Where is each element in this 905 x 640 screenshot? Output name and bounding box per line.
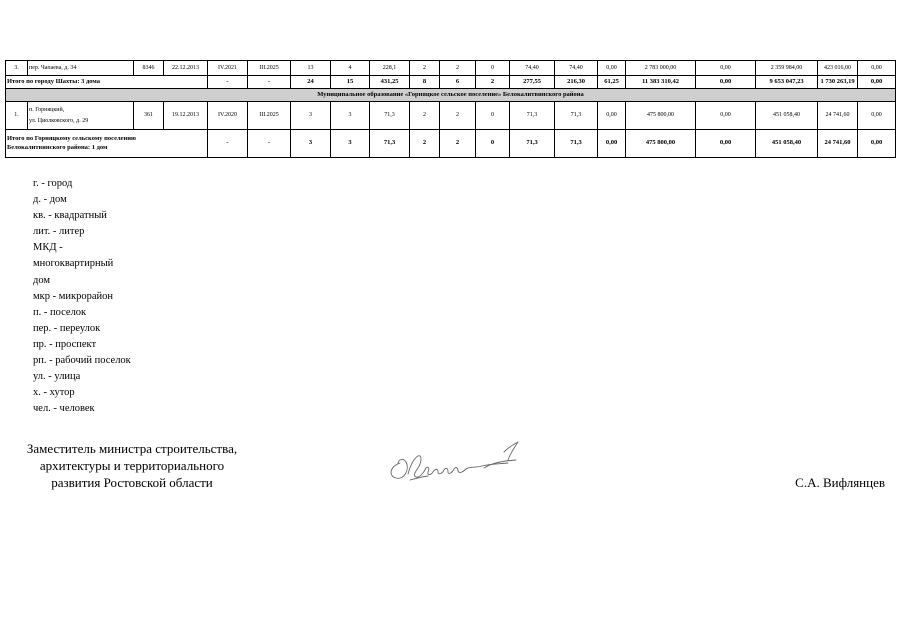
- signer-position-line: архитектуры и территориального: [39, 458, 225, 473]
- row-number: 1.: [6, 102, 28, 130]
- abbreviations-legend: [33, 176, 133, 417]
- signer-position: [12, 440, 252, 491]
- table-cell: 2: [410, 130, 440, 158]
- signer-position-line: развития Ростовской области: [51, 475, 213, 490]
- table-cell: 0: [476, 130, 510, 158]
- table-cell: 24 741,60: [818, 102, 858, 130]
- table-cell: 2: [440, 130, 476, 158]
- table-cell: 0,00: [858, 102, 896, 130]
- table-cell: 2: [440, 61, 476, 76]
- table-cell: III.2025: [248, 102, 291, 130]
- table-cell: 74,40: [510, 61, 555, 76]
- table-cell: 0,00: [696, 102, 756, 130]
- table-cell: 2: [410, 61, 440, 76]
- table-cell: -: [208, 76, 248, 89]
- table-cell: 2: [476, 76, 510, 89]
- table-cell: 0,00: [696, 61, 756, 76]
- signer-position-line: Заместитель министра строительства,: [26, 441, 238, 456]
- row-number: 3.: [6, 61, 28, 76]
- table-cell: IV.2020: [208, 102, 248, 130]
- address-line: ул. Циолковского, д. 29: [29, 117, 89, 124]
- table-cell: III.2025: [248, 61, 291, 76]
- legend-item: х. - хутор: [33, 387, 75, 399]
- legend-item: рп. - рабочий поселок: [33, 355, 131, 367]
- table-cell: 0,00: [858, 76, 896, 89]
- total-label-line: Белокалитвинского района: 1 дом: [7, 143, 108, 151]
- legend-item: г. - город: [33, 178, 73, 189]
- table-cell: 15: [331, 76, 370, 89]
- table-cell: 3: [291, 102, 331, 130]
- table-cell: -: [248, 130, 291, 158]
- total-label: [6, 130, 208, 158]
- legend-item: ул. - улица: [33, 371, 81, 383]
- legend-item: мкр - микрорайон: [33, 290, 114, 302]
- address-cell: [28, 102, 134, 130]
- table-cell: 71,3: [555, 130, 598, 158]
- table-cell: 216,30: [555, 76, 598, 89]
- table-cell: 13: [291, 61, 331, 76]
- table-cell: 71,3: [370, 102, 410, 130]
- total-row: [6, 130, 896, 158]
- legend-item: чел. - человек: [33, 403, 95, 415]
- table-cell: 0,00: [598, 61, 626, 76]
- table-cell: 4: [331, 61, 370, 76]
- table-cell: 277,55: [510, 76, 555, 89]
- table-cell: 8: [410, 76, 440, 89]
- table-cell: 1 730 263,19: [818, 76, 858, 89]
- table-cell: 228,1: [370, 61, 410, 76]
- table-cell: 6: [440, 76, 476, 89]
- table-cell: -: [248, 76, 291, 89]
- table-cell: 24 741,60: [818, 130, 858, 158]
- table-cell: 3: [331, 130, 370, 158]
- date-cell: 19.12.2013: [164, 102, 208, 130]
- table-cell: 2: [440, 102, 476, 130]
- table-cell: 2 359 984,00: [756, 61, 818, 76]
- table-cell: 2 783 000,00: [626, 61, 696, 76]
- table-cell: 0,00: [696, 130, 756, 158]
- table-cell: 0,00: [598, 130, 626, 158]
- legend-item: кв. - квадратный: [33, 210, 107, 222]
- table-cell: 8346: [134, 61, 164, 76]
- table-cell: 0,00: [858, 61, 896, 76]
- table-row: [6, 61, 896, 76]
- signer-name: С.А. Вифлянцев: [795, 475, 885, 490]
- municipality-header: Муниципальное образование «Горняцкое сельское поселение» Белокалитвинского района: [6, 89, 896, 102]
- table-cell: 423 016,00: [818, 61, 858, 76]
- table-cell: 475 800,00: [626, 130, 696, 158]
- total-label-line: Итого по Горняцкому сельскому поселению: [7, 134, 136, 142]
- legend-item: МКД -: [33, 242, 63, 254]
- table-cell: 61,25: [598, 76, 626, 89]
- legend-item: многоквартирный: [33, 258, 114, 270]
- address-line: п. Горняцкий,: [29, 107, 65, 114]
- table-cell: 0,00: [696, 76, 756, 89]
- legend-item: пр. - проспект: [33, 338, 97, 350]
- table-cell: 0: [476, 102, 510, 130]
- table-cell: 71,3: [510, 102, 555, 130]
- section-header-row: [6, 89, 896, 102]
- table-cell: 475 800,00: [626, 102, 696, 130]
- table-cell: 431,25: [370, 76, 410, 89]
- legend-item: д. - дом: [33, 194, 67, 206]
- housing-resettlement-table: [5, 60, 896, 158]
- legend-item: лит. - литер: [33, 226, 85, 238]
- table-cell: 0,00: [858, 130, 896, 158]
- table-cell: 0: [476, 61, 510, 76]
- table-cell: 71,3: [370, 130, 410, 158]
- address-cell: пер. Чапаева, д. 34: [28, 61, 134, 76]
- table-cell: IV.2021: [208, 61, 248, 76]
- table-cell: 9 653 047,23: [756, 76, 818, 89]
- legend-item: дом: [33, 274, 51, 286]
- table-cell: 361: [134, 102, 164, 130]
- table-cell: 24: [291, 76, 331, 89]
- table-cell: 11 383 310,42: [626, 76, 696, 89]
- table-cell: 451 058,40: [756, 102, 818, 130]
- table-cell: 3: [331, 102, 370, 130]
- legend-item: пер. - переулок: [33, 322, 101, 334]
- table-cell: 2: [410, 102, 440, 130]
- handwritten-signature: [380, 430, 540, 490]
- date-cell: 22.12.2013: [164, 61, 208, 76]
- table-cell: 71,3: [555, 102, 598, 130]
- table-cell: 71,3: [510, 130, 555, 158]
- total-row: [6, 76, 896, 89]
- table-row: [6, 102, 896, 130]
- table-cell: 451 058,40: [756, 130, 818, 158]
- table-cell: 74,40: [555, 61, 598, 76]
- table-cell: 3: [291, 130, 331, 158]
- total-label: Итого по городу Шахты: 3 дома: [6, 76, 208, 89]
- table-cell: -: [208, 130, 248, 158]
- table-cell: 0,00: [598, 102, 626, 130]
- legend-item: п. - поселок: [33, 306, 87, 318]
